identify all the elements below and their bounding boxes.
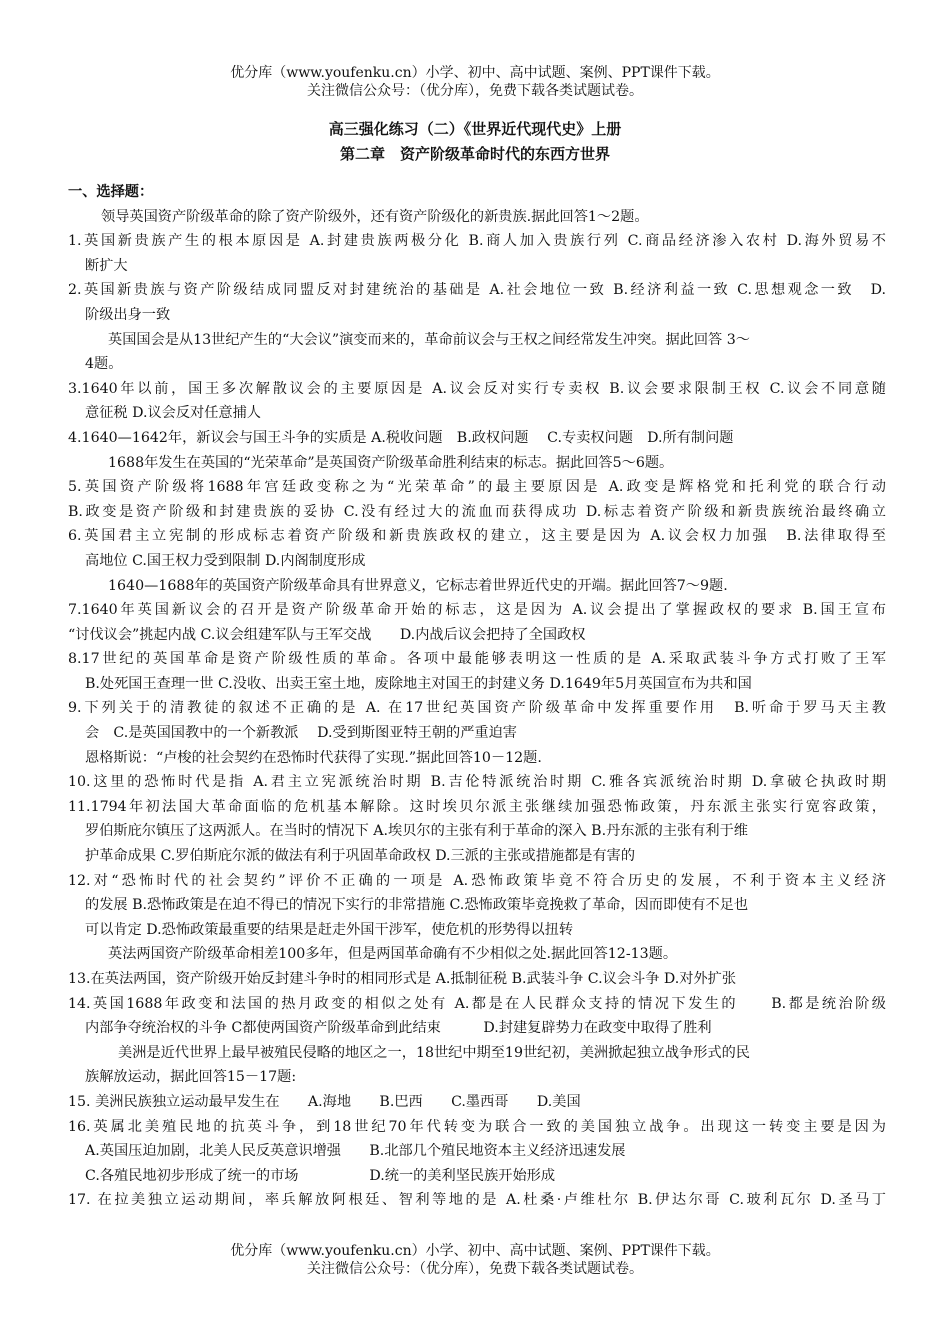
passage-line: 1688年发生在英国的“光荣革命”是英国资产阶级革命胜利结束的标志。据此回答5～6题。 bbox=[108, 454, 674, 471]
question-line: C.各殖民地初步形成了统一的市场 D.统一的美利坚民族开始形成 bbox=[85, 1167, 556, 1184]
question-line: 12.对“恐怖时代的社会契约”评价不正确的一项是 A.恐怖政策毕竟不符合历史的发展，不利于资本主义经济 bbox=[68, 872, 886, 889]
section-heading: 一、选择题： bbox=[68, 184, 154, 200]
passage-line: 4题。 bbox=[85, 356, 123, 373]
passage-line: 美洲是近代世界上最早被殖民侵略的地区之一，18世纪中期至19世纪初，美洲掀起独立战争形式的民 bbox=[118, 1044, 750, 1061]
question-line: 13.在英法两国，资产阶级开始反封建斗争时的相同形式是 A.抵制征税 B.武装斗争 C.议会斗争 D.对外扩张 bbox=[68, 971, 737, 987]
passage-line: 1640—1688年的英国资产阶级革命具有世界意义，它标志着世界近代史的开端。据此回答7～9题. bbox=[108, 577, 728, 594]
question-line: A.英国压迫加剧，北美人民反英意识增强 B.北部几个殖民地资本主义经济迅速发展 bbox=[85, 1143, 626, 1160]
question-line: 意征税 D.议会反对任意捕人 bbox=[85, 405, 261, 422]
question-line: 15. 美洲民族独立运动最早发生在 A.海地 B.巴西 C.墨西哥 D.美国 bbox=[68, 1093, 581, 1110]
document-title: 高三强化练习（二）《世界近代现代史》上册 bbox=[328, 120, 622, 138]
chapter-title: 第二章 资产阶级革命时代的东西方世界 bbox=[339, 145, 610, 163]
page-footer bbox=[0, 1242, 950, 1278]
question-line: 6.英国君主立宪制的形成标志着资产阶级和新贵族政权的建立，这主要是因为 A.议会权力加强 B.法律取得至 bbox=[68, 528, 886, 545]
question-line: 3.1640年以前，国王多次解散议会的主要原因是 A.议会反对实行专卖权 B.议会要求限制王权 C.议会不同意随 bbox=[68, 380, 886, 397]
question-line: “讨伐议会”挑起内战 C.议会组建军队与王军交战 D.内战后议会把持了全国政权 bbox=[68, 626, 586, 643]
page-header bbox=[0, 64, 950, 100]
question-line: 9.下列关于的清教徒的叙述不正确的是 A. 在17世纪英国资产阶级革命中发挥重要作用 B.听命于罗马天主教 bbox=[68, 700, 886, 717]
question-line: 高地位 C.国王权力受到限制 D.内阁制度形成 bbox=[85, 552, 366, 569]
footer-line-2: 关注微信公众号：（优分库），免费下载各类试题试卷。 bbox=[307, 1261, 643, 1277]
passage-line: 恩格斯说：“卢梭的社会契约在恐怖时代获得了实现.”据此回答10－12题. bbox=[85, 749, 542, 766]
question-line: 5.英国资产阶级将1688年宫廷政变称之为“光荣革命”的最主要原因是 A.政变是辉格党和托利党的联合行动 bbox=[68, 479, 886, 496]
question-line: 罗伯斯庇尔镇压了这两派人。在当时的情况下 A.埃贝尔的主张有利于革命的深入 B.丹东派的主张有利于维 bbox=[85, 823, 748, 840]
header-line-1: 优分库（www.youfenku.cn）小学、初中、高中试题、案例、PPT课件下载。 bbox=[230, 65, 720, 81]
question-line: 16.英属北美殖民地的抗英斗争，到18世纪70年代转变为联合一致的美国独立战争。出现这一转变主要是因为 bbox=[68, 1118, 886, 1135]
question-line: 8.17世纪的英国革命是资产阶级性质的革命。各项中最能够表明这一性质的是 A.采取武装斗争方式打败了王军 bbox=[68, 651, 886, 668]
question-line: 10.这里的恐怖时代是指 A.君主立宪派统治时期 B.吉伦特派统治时期 C.雅各宾派统治时期 D.拿破仑执政时期 bbox=[68, 774, 886, 791]
question-line: B.处死国王查理一世 C.没收、出卖王室土地，废除地主对国王的封建义务 D.1649年5月英国宣布为共和国 bbox=[85, 675, 752, 692]
question-line: 断扩大 bbox=[85, 257, 128, 274]
header-line-2: 关注微信公众号：（优分库），免费下载各类试题试卷。 bbox=[307, 83, 643, 99]
question-line: B.政变是资产阶级和封建贵族的妥协 C.没有经过大的流血而获得成功 D.标志着资产阶级和新贵族统治最终确立 bbox=[68, 503, 886, 520]
question-line: 11.1794年初法国大革命面临的危机基本解除。这时埃贝尔派主张继续加强恐怖政策，丹东派主张实行宽容政策， bbox=[68, 798, 886, 815]
footer-line-1: 优分库（www.youfenku.cn）小学、初中、高中试题、案例、PPT课件下载。 bbox=[230, 1243, 720, 1259]
question-line: 会 C.是英国国教中的一个新教派 D.受到斯图亚特王朝的严重迫害 bbox=[85, 725, 517, 742]
question-line: 阶级出身一致 bbox=[85, 306, 171, 323]
question-line: 护革命成果 C.罗伯斯庇尔派的做法有利于巩固革命政权 D.三派的主张或措施都是有害的 bbox=[85, 848, 636, 865]
passage-line: 英法两国资产阶级革命相差100多年，但是两国革命确有不少相似之处.据此回答12-13题。 bbox=[108, 946, 678, 963]
question-line: 4.1640—1642年，新议会与国王斗争的实质是 A.税收问题 B.政权问题 C.专卖权问题 D.所有制问题 bbox=[68, 429, 734, 446]
question-body bbox=[68, 180, 886, 1213]
passage-line: 族解放运动，据此回答15－17题: bbox=[85, 1069, 297, 1086]
question-line: 可以肯定 D.恐怖政策最重要的结果是赶走外国干涉军，使危机的形势得以扭转 bbox=[85, 921, 574, 938]
question-line: 14.英国1688年政变和法国的热月政变的相似之处有 A.都是在人民群众支持的情况下发生的 B.都是统治阶级 bbox=[68, 995, 886, 1012]
passage-line: 领导英国资产阶级革命的除了资产阶级外，还有资产阶级化的新贵族.据此回答1～2题。 bbox=[101, 208, 649, 225]
question-line: 7.1640年英国新议会的召开是资产阶级革命开始的标志，这是因为 A.议会提出了掌握政权的要求 B.国王宣布 bbox=[68, 602, 886, 619]
question-line: 2.英国新贵族与资产阶级结成同盟反对封建统治的基础是 A.社会地位一致 B.经济利益一致 C.思想观念一致 D. bbox=[68, 282, 886, 299]
passage-line: 英国国会是从13世纪产生的“大会议”演变而来的，革命前议会与王权之间经常发生冲突。据此回答 3～ bbox=[108, 331, 750, 348]
question-line: 的发展 B.恐怖政策是在迫不得已的情况下实行的非常措施 C.恐怖政策毕竟挽救了革命，因而即使有不足也 bbox=[85, 897, 749, 914]
question-line: 内部争夺统治权的斗争 C都使两国资产阶级革命到此结束 D.封建复辟势力在政变中取得了胜利 bbox=[85, 1020, 712, 1037]
question-line: 1.英国新贵族产生的根本原因是 A.封建贵族两极分化 B.商人加入贵族行列 C.商品经济渗入农村 D.海外贸易不 bbox=[68, 233, 886, 250]
question-line: 17. 在拉美独立运动期间，率兵解放阿根廷、智利等地的是 A.杜桑·卢维杜尔 B.伊达尔哥 C.玻利瓦尔 D.圣马丁 bbox=[68, 1192, 886, 1209]
